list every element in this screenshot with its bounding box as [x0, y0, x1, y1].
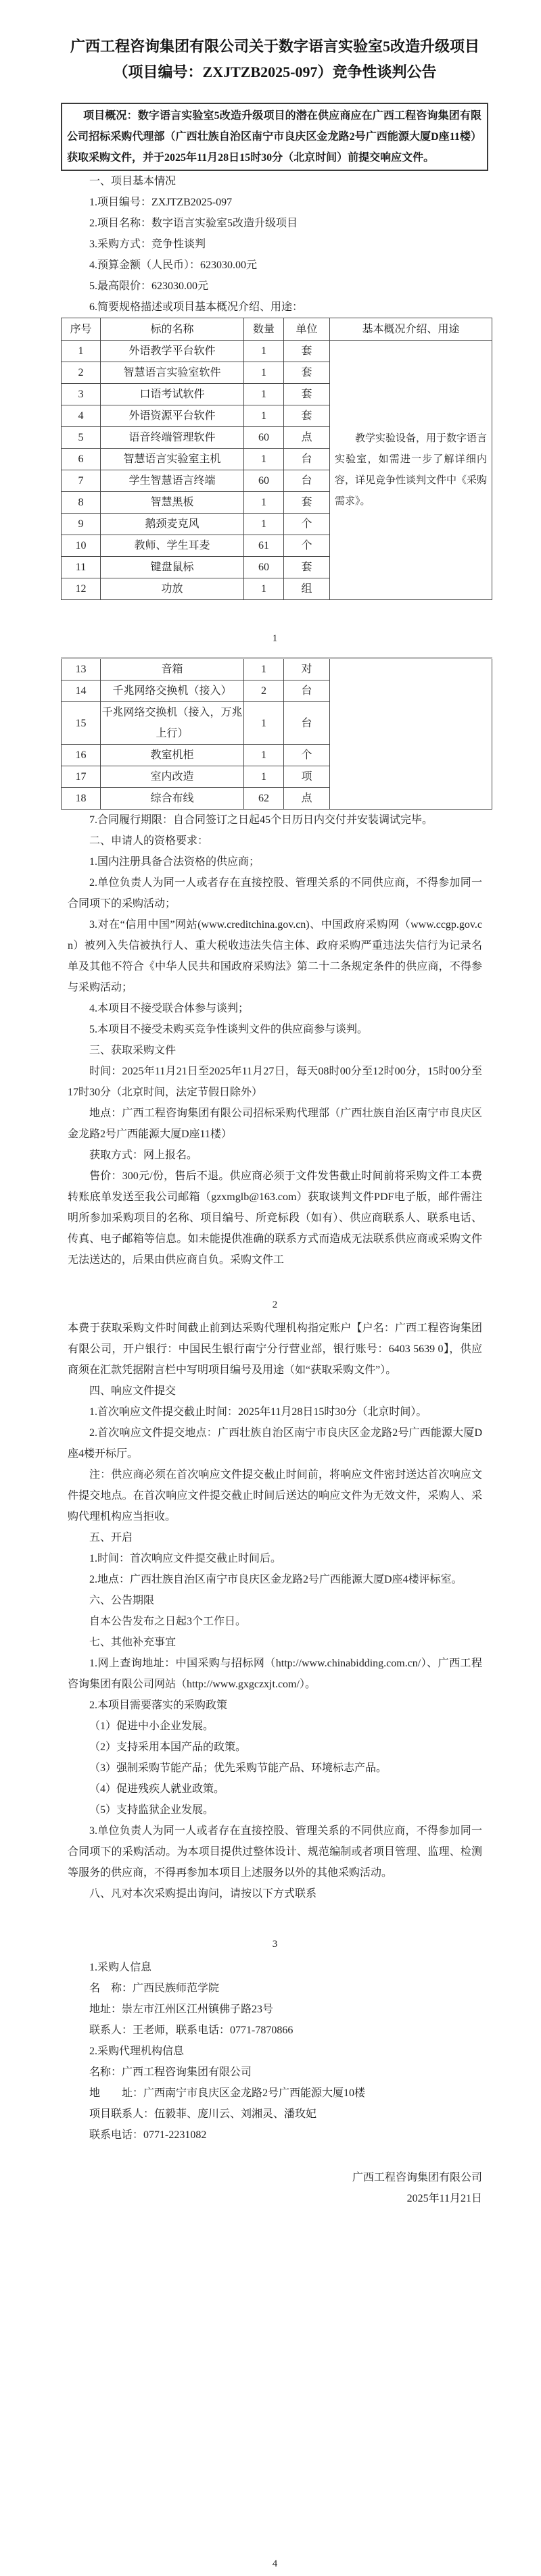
contact-line-6: 名称：广西工程咨询集团有限公司: [89, 2066, 252, 2078]
item-name-cell: 智慧语言实验室主机: [101, 449, 244, 470]
contact-line-5: 2.采购代理机构信息: [89, 2046, 185, 2057]
contact-line-9: 联系电话：0771-2231082: [89, 2129, 207, 2141]
signature-block: [68, 2167, 482, 2209]
unit-cell: 套: [284, 384, 330, 405]
seq-cell: 6: [62, 449, 101, 470]
item-name-cell: 教师、学生耳麦: [101, 535, 244, 557]
qty-cell: 1: [244, 405, 284, 427]
seq-cell: 16: [62, 745, 101, 766]
qty-cell: 60: [244, 427, 284, 449]
contact-line-3: 地址：崇左市江州区江州镇佛子路23号: [89, 2004, 274, 2015]
title-line-2: （项目编号：ZXJTZB2025-097）竞争性谈判公告: [113, 64, 437, 80]
body-paragraph-a-8: 三、获取采购文件: [89, 1045, 177, 1056]
qty-cell: 1: [244, 766, 284, 788]
item-name-cell: 室内改造: [101, 766, 244, 788]
contact-line-1: 1.采购人信息: [89, 1962, 152, 1973]
unit-cell: 套: [284, 405, 330, 427]
qty-cell: 1: [244, 658, 284, 680]
qty-cell: 2: [244, 680, 284, 702]
body-paragraph-b-18: （5）支持监狱企业发展。: [89, 1804, 214, 1816]
unit-cell: 台: [284, 470, 330, 492]
page-number-4: 4: [272, 2558, 278, 2569]
qty-cell: 1: [244, 362, 284, 384]
table-row: [62, 658, 492, 680]
seq-cell: 8: [62, 492, 101, 514]
item-name-cell: 语音终端管理软件: [101, 427, 244, 449]
seq-cell: 5: [62, 427, 101, 449]
qty-cell: 1: [244, 514, 284, 535]
document-title: [68, 34, 482, 85]
body-paragraph-a-4: 2.单位负责人为同一人或者存在直接控股、管理关系的不同供应商，不得参加同一合同项下的采购活动；: [68, 877, 482, 910]
qty-cell: 1: [244, 384, 284, 405]
page-number-3: 3: [272, 1939, 278, 1950]
qty-cell: 61: [244, 535, 284, 557]
seq-cell: 13: [62, 658, 101, 680]
body-paragraph-b-14: （1）促进中小企业发展。: [89, 1720, 214, 1732]
item-name-cell: 口语考试软件: [101, 384, 244, 405]
contacts-section: [68, 1957, 482, 2146]
body-paragraph-b-3: 1.首次响应文件提交截止时间：2025年11月28日15时30分（北京时间）。: [89, 1406, 427, 1418]
qty-cell: 1: [244, 745, 284, 766]
item-name-cell: 外语教学平台软件: [101, 341, 244, 362]
body-paragraph-b-15: （2）支持采用本国产品的政策。: [89, 1741, 247, 1753]
item-name-cell: 教室机柜: [101, 745, 244, 766]
unit-cell: 点: [284, 788, 330, 810]
section-heading-basic-info: 一、项目基本情况: [89, 176, 177, 187]
contact-line-4: 联系人：王老师，联系电话：0771-7870866: [89, 2025, 293, 2036]
item-name-cell: 学生智慧语言终端: [101, 470, 244, 492]
body-paragraph-a-6: 4.本项目不接受联合体参与谈判；: [89, 1003, 250, 1014]
body-paragraph-b-8: 2.地点：广西壮族自治区南宁市良庆区金龙路2号广西能源大厦D座4楼评标室。: [89, 1574, 463, 1585]
signature-date: 2025年11月21日: [406, 2193, 482, 2204]
body-paragraph-a-3: 1.国内注册具备合法资格的供应商；: [89, 856, 260, 868]
body-paragraph-b-6: 五、开启: [89, 1532, 133, 1543]
document-page: [0, 34, 541, 2576]
qty-cell: 1: [244, 492, 284, 514]
basic-info-item-1: 1.项目编号：ZXJTZB2025-097: [89, 197, 233, 208]
unit-cell: 台: [284, 449, 330, 470]
qty-cell: 62: [244, 788, 284, 810]
seq-cell: 14: [62, 680, 101, 702]
section-basic-info: [68, 171, 482, 318]
body-paragraph-b-4: 2.首次响应文件提交地点：广西壮族自治区南宁市良庆区金龙路2号广西能源大厦D座4楼开标厅。: [68, 1427, 482, 1460]
item-name-cell: 千兆网络交换机（接入）: [101, 680, 244, 702]
body-paragraph-b-1: 本费于获取采购文件时间截止前到达采购代理机构指定账户【户名：广西工程咨询集团有限公司，开户银行：中国民生银行南宁分行营业部，银行账号：6403 5639 0】，供应商须在汇款凭据附言栏中写明项目编号及用途（如“获取采购文件”）。: [68, 1322, 482, 1376]
body-sections-page1-2: [68, 810, 482, 1270]
qty-cell: 1: [244, 702, 284, 745]
body-paragraph-a-1: 7.合同履行期限：自合同签订之日起45个日历日内交付并安装调试完毕。: [89, 814, 433, 826]
unit-cell: 个: [284, 745, 330, 766]
body-paragraph-b-12: 1.网上查询地址：中国采购与招标网（http://www.chinabidding.com.cn/）、广西工程咨询集团有限公司网站（http://www.gxgczxjt.com/）。: [68, 1658, 482, 1690]
item-name-cell: 功放: [101, 578, 244, 600]
body-paragraph-a-11: 获取方式：网上报名。: [89, 1149, 198, 1161]
basic-info-item-4: 4.预算金额（人民币）：623030.00元: [89, 259, 258, 271]
header-cell-4: 单位: [284, 318, 330, 341]
unit-cell: 套: [284, 341, 330, 362]
body-paragraph-b-9: 六、公告期限: [89, 1595, 155, 1606]
goods-table-page1: [61, 318, 492, 600]
body-paragraph-b-20: 八、凡对本次采购提出询问，请按以下方式联系: [89, 1888, 317, 1900]
goods-table-header: [62, 318, 492, 341]
seq-cell: 7: [62, 470, 101, 492]
body-paragraph-a-9: 时间：2025年11月21日至2025年11月27日，每天08时00分至12时00分，15时00分至17时30分（北京时间，法定节假日除外）: [68, 1066, 482, 1098]
body-paragraph-a-7: 5.本项目不接受未购买竞争性谈判文件的供应商参与谈判。: [89, 1024, 369, 1035]
body-paragraph-b-5: 注：供应商必须在首次响应文件提交截止时间前，将响应文件密封送达首次响应文件提交地点。在首次响应文件提交截止时间后送达的响应文件为无效文件，采购人、采购代理机构应当拒收。: [68, 1469, 482, 1522]
item-name-cell: 鹅颈麦克风: [101, 514, 244, 535]
unit-cell: 对: [284, 658, 330, 680]
item-name-cell: 智慧黑板: [101, 492, 244, 514]
seq-cell: 9: [62, 514, 101, 535]
seq-cell: 11: [62, 557, 101, 578]
body-paragraph-a-2: 二、申请人的资格要求：: [89, 835, 209, 847]
qty-cell: 1: [244, 449, 284, 470]
item-name-cell: 音箱: [101, 658, 244, 680]
seq-cell: 17: [62, 766, 101, 788]
qty-cell: 1: [244, 578, 284, 600]
body-paragraph-b-7: 1.时间：首次响应文件提交截止时间后。: [89, 1553, 282, 1564]
page-number-1: 1: [272, 633, 278, 644]
page-number-2: 2: [272, 1299, 278, 1310]
item-name-cell: 外语资源平台软件: [101, 405, 244, 427]
basic-info-item-5: 5.最高限价：623030.00元: [89, 280, 209, 292]
body-paragraph-b-10: 自本公告发布之日起3个工作日。: [89, 1616, 247, 1627]
document-content: [67, 34, 488, 2571]
body-paragraph-b-11: 七、其他补充事宜: [89, 1637, 177, 1648]
unit-cell: 项: [284, 766, 330, 788]
seq-cell: 4: [62, 405, 101, 427]
unit-cell: 个: [284, 514, 330, 535]
table-row: [62, 341, 492, 362]
description-cell: [330, 341, 492, 600]
seq-cell: 2: [62, 362, 101, 384]
header-cell-1: 序号: [62, 318, 101, 341]
basic-info-item-2: 2.项目名称：数字语言实验室5改造升级项目: [89, 218, 298, 229]
item-name-cell: 智慧语言实验室软件: [101, 362, 244, 384]
contact-line-7: 地 址：广西南宁市良庆区金龙路2号广西能源大厦10楼: [89, 2087, 366, 2099]
project-overview-text: 项目概况：数字语言实验室5改造升级项目的潜在供应商应在广西工程咨询集团有限公司招标采购代理部（广西壮族自治区南宁市良庆区金龙路2号广西能源大厦D座11楼）获取采购文件，并于2025年11月28日15时30分（北京时间）前提交响应文件。: [67, 110, 481, 164]
unit-cell: 点: [284, 427, 330, 449]
seq-cell: 12: [62, 578, 101, 600]
seq-cell: 10: [62, 535, 101, 557]
body-paragraph-b-13: 2.本项目需要落实的采购政策: [89, 1700, 228, 1711]
unit-cell: 套: [284, 492, 330, 514]
body-paragraph-b-17: （4）促进残疾人就业政策。: [89, 1783, 225, 1795]
signature-company: 广西工程咨询集团有限公司: [352, 2172, 482, 2183]
project-overview-box: [61, 103, 488, 171]
qty-cell: 60: [244, 470, 284, 492]
qty-cell: 1: [244, 341, 284, 362]
unit-cell: 个: [284, 535, 330, 557]
body-paragraph-a-12: 售价：300元/份，售后不退。供应商必须于文件发售截止时间前将采购文件工本费转账底单发送至我公司邮箱（gzxmglb@163.com）获取谈判文件PDF电子版，邮件需注明所参加采购项目的名称、项目编号、所竞标段（如有）、供应商联系人、联系电话、传真、电子邮箱等信息。如未能提供准确的联系方式而造成无法联系供应商或采购文件无法送达的，后果由供应商自负。采购文件工: [68, 1170, 482, 1266]
header-cell-3: 数量: [244, 318, 284, 341]
seq-cell: 15: [62, 702, 101, 745]
unit-cell: 台: [284, 680, 330, 702]
description-cell: [330, 658, 492, 810]
goods-table-page2: [61, 657, 492, 810]
seq-cell: 18: [62, 788, 101, 810]
title-line-1: 广西工程咨询集团有限公司关于数字语言实验室5改造升级项目: [70, 38, 479, 55]
body-paragraph-b-16: （3）强制采购节能产品；优先采购节能产品、环境标志产品。: [89, 1762, 387, 1774]
body-paragraph-a-5: 3.对在“信用中国”网站(www.creditchina.gov.cn)、中国政府采购网（www.ccgp.gov.cn）被列入失信被执行人、重大税收违法失信主体、政府采购严重违法失信行为记录名单及其他不符合《中华人民共和国政府采购法》第二十二条规定条件的供应商，不得参与采购活动；: [68, 919, 482, 993]
header-cell-2: 标的名称: [101, 318, 244, 341]
item-name-cell: 千兆网络交换机（接入，万兆上行）: [101, 702, 244, 745]
body-paragraph-a-10: 地点：广西工程咨询集团有限公司招标采购代理部（广西壮族自治区南宁市良庆区金龙路2号广西能源大厦D座11楼）: [68, 1108, 482, 1140]
body-paragraph-b-19: 3.单位负责人为同一人或者存在直接控股、管理关系的不同供应商，不得参加同一合同项下的采购活动。为本项目提供过整体设计、规范编制或者项目管理、监理、检测等服务的供应商，不得再参加本项目上述服务以外的其他采购活动。: [68, 1825, 482, 1879]
header-cell-5: 基本概况介绍、用途: [330, 318, 492, 341]
contact-line-2: 名 称：广西民族师范学院: [89, 1983, 220, 1994]
item-name-cell: 键盘鼠标: [101, 557, 244, 578]
description-text: 教学实验设备，用于数字语言实验室，如需进一步了解详细内容，详见竞争性谈判文件中《采购需求》。: [335, 432, 488, 507]
body-sections-page3: [68, 1318, 482, 1904]
body-paragraph-b-2: 四、响应文件提交: [89, 1385, 177, 1397]
unit-cell: 套: [284, 557, 330, 578]
contact-line-8: 项目联系人：伍毅菲、庞川云、刘湘灵、潘玫妃: [89, 2108, 317, 2120]
basic-info-item-6: 6.简要规格描述或项目基本概况介绍、用途：: [89, 301, 304, 313]
unit-cell: 组: [284, 578, 330, 600]
unit-cell: 台: [284, 702, 330, 745]
header-row: [62, 318, 492, 341]
item-name-cell: 综合布线: [101, 788, 244, 810]
basic-info-item-3: 3.采购方式：竞争性谈判: [89, 239, 206, 250]
seq-cell: 1: [62, 341, 101, 362]
qty-cell: 60: [244, 557, 284, 578]
seq-cell: 3: [62, 384, 101, 405]
unit-cell: 套: [284, 362, 330, 384]
